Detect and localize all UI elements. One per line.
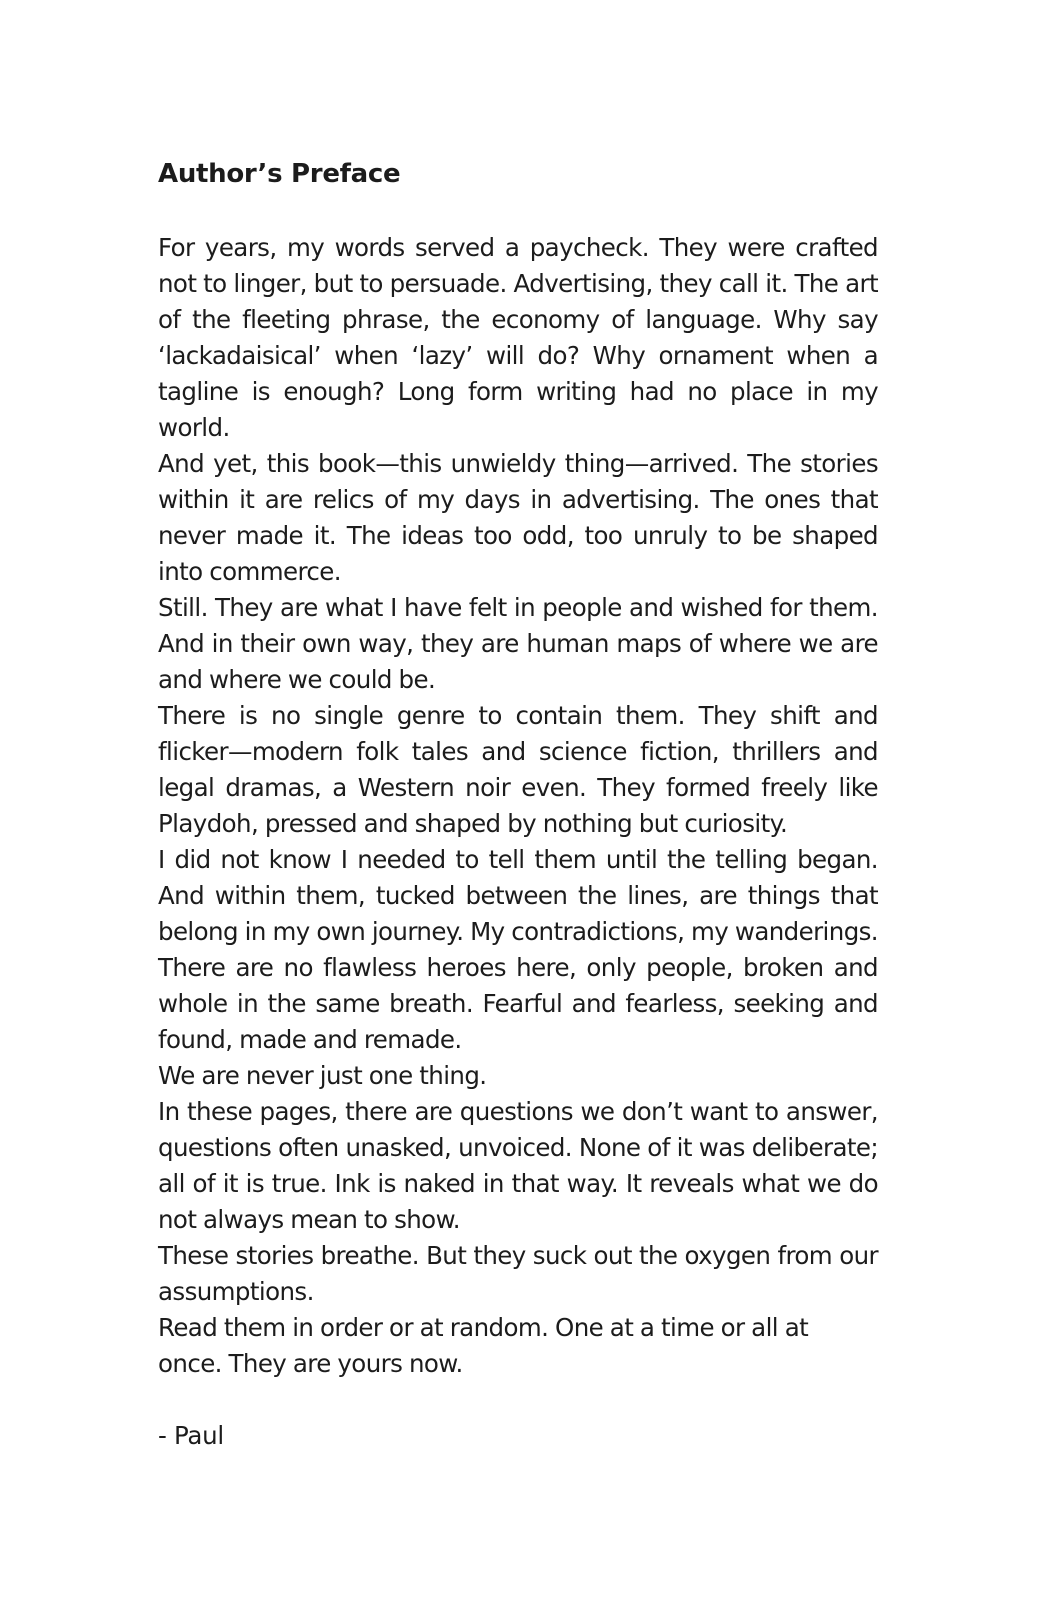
- page-title: Author’s Preface: [158, 159, 401, 189]
- paragraph: There is no single genre to contain them. They shift and flicker—modern folk tales and science fiction, thrillers and legal dramas, a Western noir even. They formed freely like Playdoh, pressed and shaped by nothing but curiosity.: [158, 701, 878, 838]
- paragraph: In these pages, there are questions we don’t want to answer, questions often unasked, unvoiced. None of it was deliberate; all of it is true. Ink is naked in that way. It reveals what we do not always mean to show.: [158, 1097, 878, 1234]
- paragraph: Read them in order or at random. One at a time or all at once. They are yours now.: [158, 1313, 809, 1378]
- paragraph: And yet, this book—this unwieldy thing—arrived. The stories within it are relics of my days in advertising. The ones that never made it. The ideas too odd, too unruly to be shaped into commerce.: [158, 449, 878, 586]
- paragraph: I did not know I needed to tell them until the telling began. And within them, tucked between the lines, are things that belong in my own journey. My contradictions, my wanderings. There are no flawless heroes here, only people, broken and whole in the same breath. Fearful and fearless, seeking and found, made and remade.: [158, 845, 878, 1054]
- author-signature: - Paul: [158, 1421, 224, 1450]
- preface-content: [158, 156, 878, 1454]
- paragraph: Still. They are what I have felt in people and wished for them. And in their own way, they are human maps of where we are and where we could be.: [158, 593, 878, 694]
- paragraph: For years, my words served a paycheck. They were crafted not to linger, but to persuade. Advertising, they call it. The art of the fleeting phrase, the economy of language. Why say ‘lackadaisical’ when ‘lazy’ will do? Why ornament when a tagline is enough? Long form writing had no place in my world.: [158, 233, 878, 442]
- preface-body: [158, 230, 878, 1382]
- paragraph: We are never just one thing.: [158, 1061, 487, 1090]
- paragraph: These stories breathe. But they suck out the oxygen from our assumptions.: [158, 1241, 878, 1306]
